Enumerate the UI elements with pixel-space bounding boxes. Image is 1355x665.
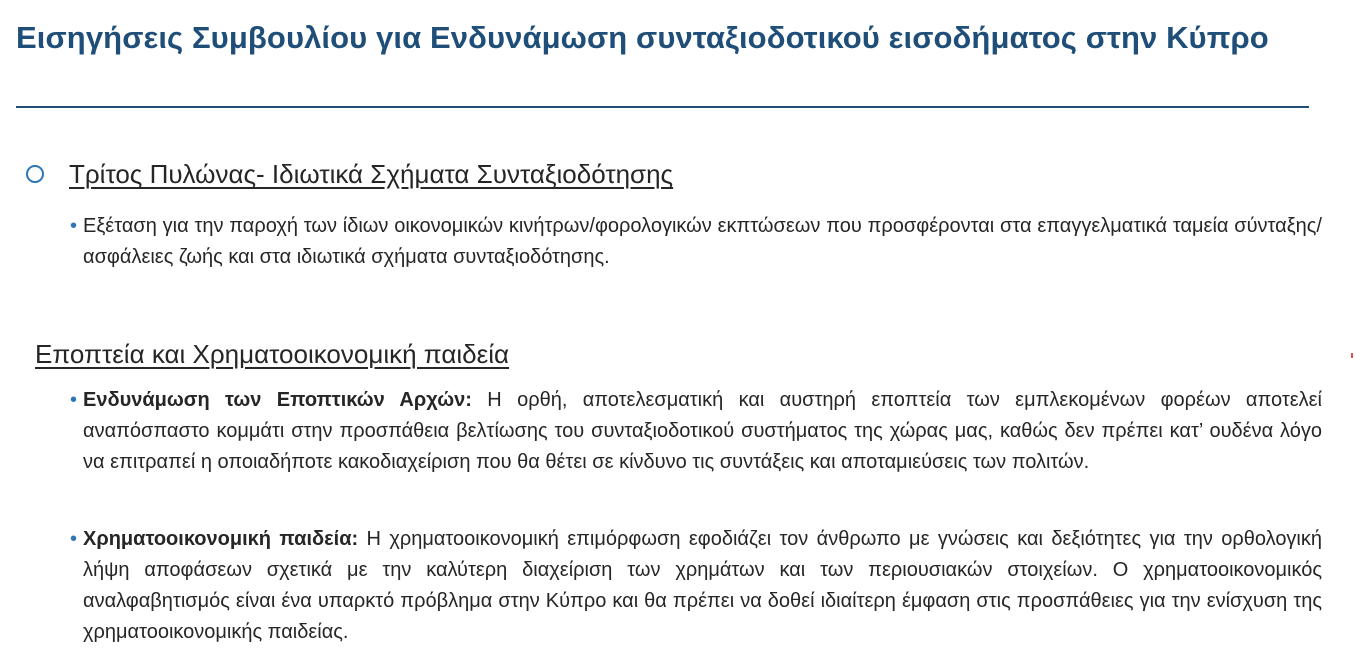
section-heading-third-pillar: Τρίτος Πυλώνας- Ιδιωτικά Σχήματα Συνταξιοδότησης bbox=[69, 159, 674, 189]
bullet-dot-icon: • bbox=[70, 215, 78, 237]
bullet-text bbox=[83, 211, 1322, 273]
bullet-dot-icon: • bbox=[70, 528, 78, 550]
bullet-body: Εξέταση για την παροχή των ίδιων οικονομικών κινήτρων/φορολογικών εκπτώσεων που προσφέρονται στα επαγγελματικά ταμεία σύνταξης/ασφάλειες ζωής και στα ιδιωτικά σχήματα συνταξιοδότησης. bbox=[83, 215, 1322, 268]
bullet-body: Η ορθή, αποτελεσματική και αυστηρή εποπτεία των εμπλεκομένων φορέων αποτελεί αναπόσπαστο κομμάτι στην προσπάθεια βελτίωσης του συνταξιοδοτικού συστήματος της χώρας μας, καθώς δεν πρέπει κατ’ ουδένα λόγο να επιτραπεί η οποιαδήποτε κακοδιαχείριση που θα θέτει σε κίνδυνο τις συντάξεις και αποταμιεύσεις των πολιτών. bbox=[83, 389, 1323, 473]
bullet-body: Η χρηματοοικονομική επιμόρφωση εφοδιάζει τον άνθρωπο με γνώσεις και δεξιότητες για την ορθολογική λήψη αποφάσεων σχετικά με την καλύτερη διαχείριση των χρημάτων και των περιουσιακών στοιχείων. Ο χρηματοοικονομικός αναλφαβητισμός είναι ένα υπαρκτό πρόβλημα στην Κύπρο και θα πρέπει να δοθεί ιδιαίτερη έμφαση στις προσπάθειες για την ενίσχυση της χρηματοοικονομικής παιδείας. bbox=[83, 528, 1323, 643]
section-heading-oversight: Εποπτεία και Χρηματοοικονομική παιδεία bbox=[35, 339, 510, 369]
hollow-circle-bullet-icon bbox=[26, 165, 44, 183]
bullet-dot-icon: • bbox=[70, 389, 78, 411]
bullet-lead: Χρηματοοικονομική παιδεία: bbox=[83, 528, 359, 550]
list-item-tax-incentives bbox=[70, 211, 1322, 273]
bullet-lead: Ενδυνάμωση των Εποπτικών Αρχών: bbox=[83, 389, 472, 411]
page-title: Εισηγήσεις Συμβουλίου για Ενδυνάμωση συνταξιοδοτικού εισοδήματος στην Κύπρο bbox=[16, 20, 1269, 55]
bullet-text bbox=[83, 524, 1322, 648]
title-underline-rule bbox=[16, 106, 1309, 108]
list-item-supervisory-authorities bbox=[70, 385, 1322, 478]
edge-mark bbox=[1351, 353, 1353, 358]
list-item-financial-literacy bbox=[70, 524, 1322, 648]
bullet-text bbox=[83, 385, 1322, 478]
